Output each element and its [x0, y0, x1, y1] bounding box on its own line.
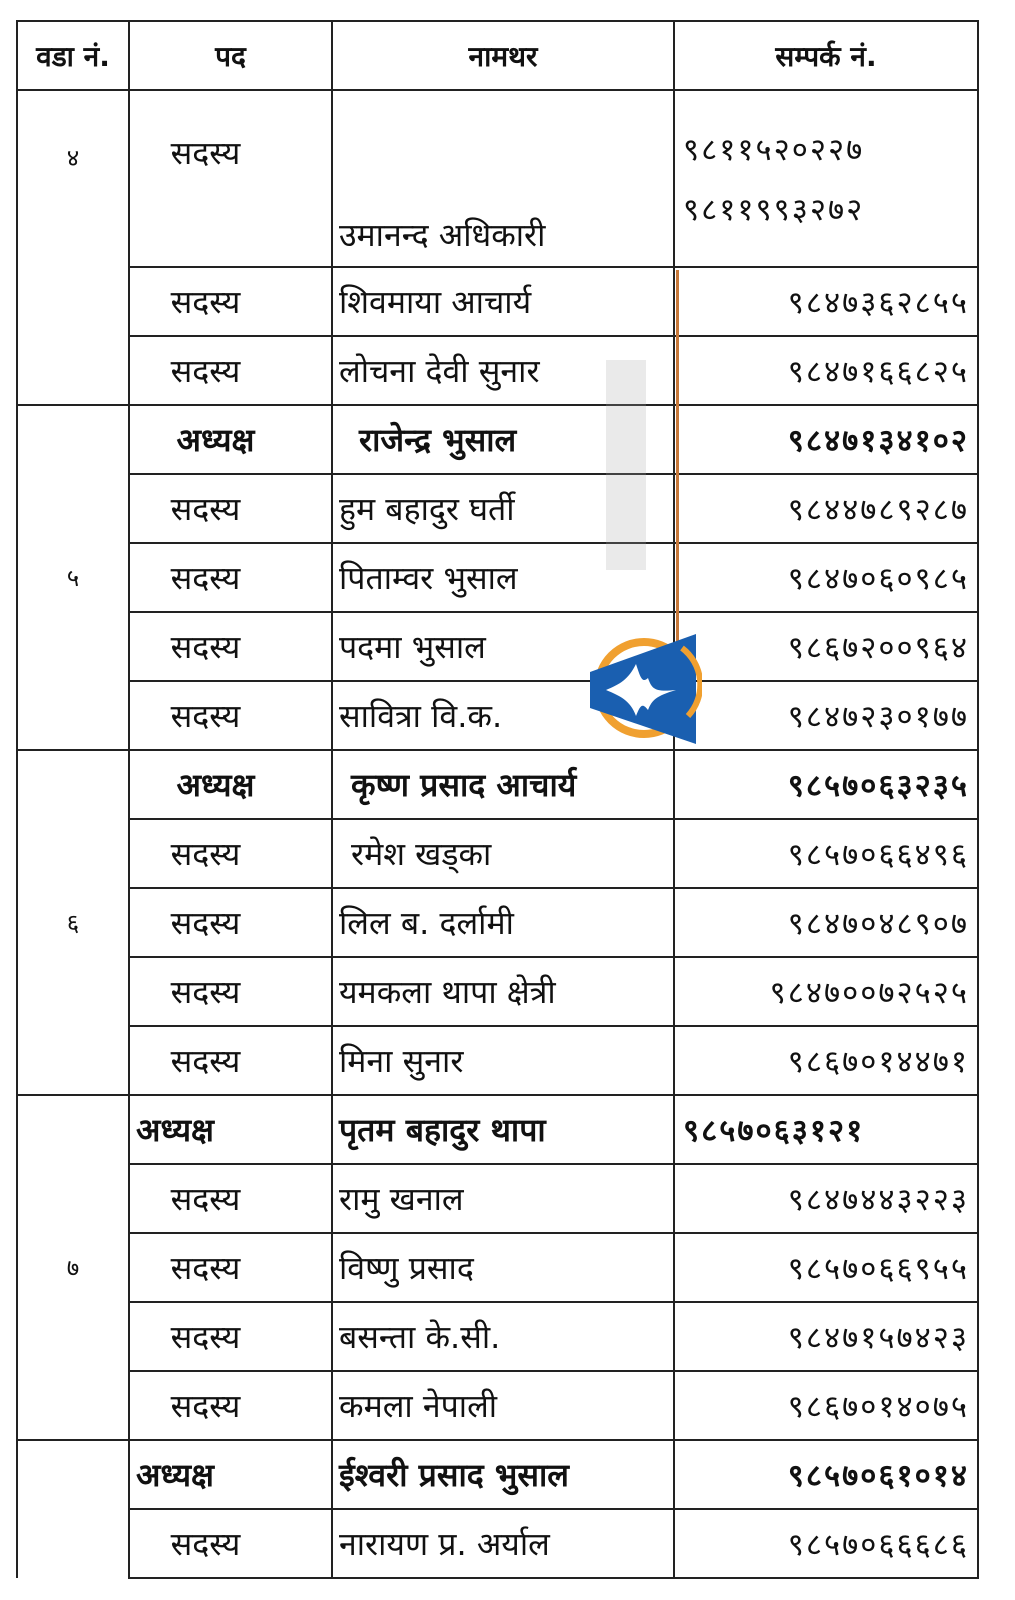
post-cell: सदस्य: [129, 267, 332, 336]
name-cell: कृष्ण प्रसाद आचार्य: [332, 750, 674, 819]
header-row: [17, 21, 978, 90]
header-ward: वडा नं.: [17, 21, 129, 90]
table-row: [17, 1026, 978, 1095]
ward-number: ६: [17, 750, 129, 1095]
table-row: [17, 90, 978, 267]
name-cell: कमला नेपाली: [332, 1371, 674, 1440]
phone-cell: ९८४७००७२५२५: [674, 957, 978, 1026]
name-cell: हुम बहादुर घर्ती: [332, 474, 674, 543]
phone-cell: ९८४७२३०१७७: [674, 681, 978, 750]
post-cell: सदस्य: [129, 681, 332, 750]
name-cell: राजेन्द्र भुसाल: [332, 405, 674, 474]
contact-table: [16, 20, 979, 1579]
table-row: [17, 474, 978, 543]
post-cell: सदस्य: [129, 1302, 332, 1371]
table-row: [17, 1233, 978, 1302]
table-row: [17, 1095, 978, 1164]
name-cell: लोचना देवी सुनार: [332, 336, 674, 405]
table-row: [17, 1164, 978, 1233]
post-cell: सदस्य: [129, 1164, 332, 1233]
ward-number: [17, 1440, 129, 1578]
name-cell: नारायण प्र. अर्याल: [332, 1509, 674, 1578]
name-cell: शिवमाया आचार्य: [332, 267, 674, 336]
post-cell: अध्यक्ष: [129, 1095, 332, 1164]
name-cell: उमानन्द अधिकारी: [332, 90, 674, 267]
table-row: [17, 1440, 978, 1509]
header-post: पद: [129, 21, 332, 90]
phone-cell: ९८४७३६२८५५: [674, 267, 978, 336]
header-contact: सम्पर्क नं.: [674, 21, 978, 90]
phone-cell: ९८५७०६६९५५: [674, 1233, 978, 1302]
post-cell: सदस्य: [129, 1509, 332, 1578]
table-row: [17, 1371, 978, 1440]
name-cell: बसन्ता के.सी.: [332, 1302, 674, 1371]
phone-cell: ९८४७०६०९८५: [674, 543, 978, 612]
name-cell: यमकला थापा क्षेत्री: [332, 957, 674, 1026]
watermark-line: [676, 270, 679, 650]
post-cell: सदस्य: [129, 957, 332, 1026]
table-row: [17, 336, 978, 405]
phone-cell: ९८६७२००९६४: [674, 612, 978, 681]
ward-number: ७: [17, 1095, 129, 1440]
phone-cell: ९८५७०६३१२१: [674, 1095, 978, 1164]
table-row: [17, 819, 978, 888]
phone-cell: ९८४७०४८९०७: [674, 888, 978, 957]
phone-cell: ९८४७४४३२२३: [674, 1164, 978, 1233]
name-cell: पिताम्वर भुसाल: [332, 543, 674, 612]
table-row: [17, 681, 978, 750]
name-cell: पदमा भुसाल: [332, 612, 674, 681]
name-cell: रामु खनाल: [332, 1164, 674, 1233]
phone-cell: ९८६७०१४०७५: [674, 1371, 978, 1440]
phone-cell: ९८५७०६३२३५: [674, 750, 978, 819]
phone-cell: ९८४७१५७४२३: [674, 1302, 978, 1371]
table-row: [17, 267, 978, 336]
name-cell: पृतम बहादुर थापा: [332, 1095, 674, 1164]
post-cell: सदस्य: [129, 612, 332, 681]
phone-cell: ९८५७०६६६८६: [674, 1509, 978, 1578]
phone-cell: ९८५७०६६४९६: [674, 819, 978, 888]
name-cell: ईश्वरी प्रसाद भुसाल: [332, 1440, 674, 1509]
name-cell: लिल ब. दर्लामी: [332, 888, 674, 957]
post-cell: सदस्य: [129, 888, 332, 957]
name-cell: रमेश खड्का: [332, 819, 674, 888]
post-cell: सदस्य: [129, 543, 332, 612]
table-row: [17, 543, 978, 612]
post-cell: सदस्य: [129, 474, 332, 543]
phone-number: ९८११९९३२७२: [683, 191, 865, 228]
phone-cell: [674, 90, 978, 267]
table-row: [17, 888, 978, 957]
phone-cell: ९८४४७८९२८७: [674, 474, 978, 543]
post-cell: सदस्य: [129, 336, 332, 405]
post-cell: सदस्य: [129, 1026, 332, 1095]
post-cell: सदस्य: [129, 819, 332, 888]
phone-cell: ९८४७१३४१०२: [674, 405, 978, 474]
phone-cell: ९८४७१६६८२५: [674, 336, 978, 405]
name-cell: सावित्रा वि.क.: [332, 681, 674, 750]
name-cell: मिना सुनार: [332, 1026, 674, 1095]
ward-number: ४: [17, 90, 129, 405]
table-row: [17, 750, 978, 819]
phone-cell: ९८५७०६१०१४: [674, 1440, 978, 1509]
header-name: नामथर: [332, 21, 674, 90]
table-row: [17, 612, 978, 681]
post-cell: सदस्य: [129, 1233, 332, 1302]
table-row: [17, 1509, 978, 1578]
watermark-text-block: [606, 360, 646, 570]
post-cell: अध्यक्ष: [129, 405, 332, 474]
phone-cell: ९८६७०१४४७१: [674, 1026, 978, 1095]
table-row: [17, 405, 978, 474]
ward-number: ५: [17, 405, 129, 750]
post-cell: अध्यक्ष: [129, 1440, 332, 1509]
post-cell: अध्यक्ष: [129, 750, 332, 819]
table-row: [17, 957, 978, 1026]
watermark-logo-icon: [584, 626, 702, 748]
post-cell: सदस्य: [129, 90, 332, 267]
phone-number: ९८११५२०२२७: [683, 131, 865, 168]
post-cell: सदस्य: [129, 1371, 332, 1440]
table-row: [17, 1302, 978, 1371]
name-cell: विष्णु प्रसाद: [332, 1233, 674, 1302]
